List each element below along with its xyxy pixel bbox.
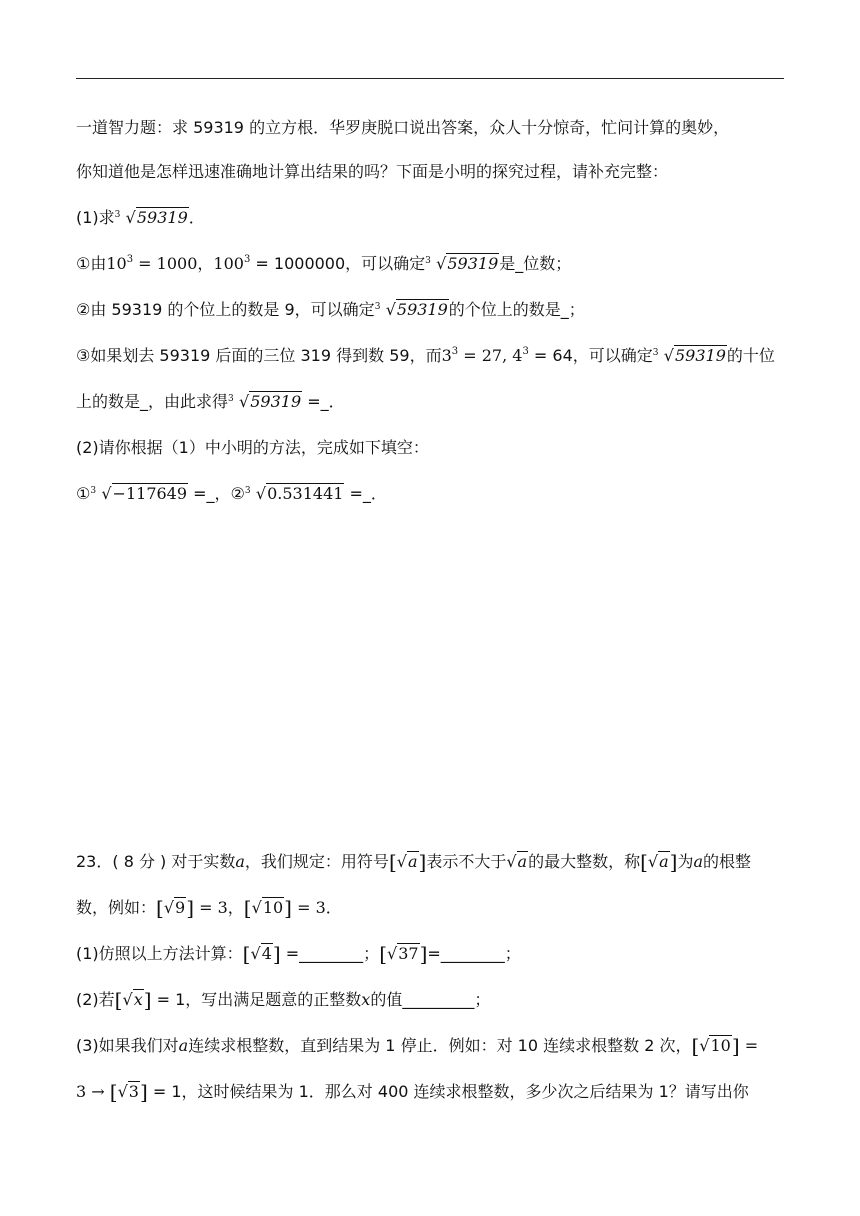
p22-part1: (1)求 3 √59319． [76, 208, 205, 227]
p23-line-4: (2)若[√x] = 1，写出满足题意的正整数x的值_________； [76, 988, 491, 1012]
p23-line-1: 23．( 8 分 ) 对于实数a，我们规定：用符号[√a]表示不大于√a的最大整数，称[√a]为a的根整 [76, 850, 752, 874]
p22-step2: ②由 59319 的个位上的数是 9，可以确定 3 √59319的个位上的数是_； [76, 300, 585, 319]
p22-intro-line-1: 一道智力题：求 59319 的立方根．华罗庚脱口说出答案，众人十分惊奇，忙问计算的奥妙， [76, 118, 730, 137]
p22-part2-fill: ① 3 √−117649 =_，② 3 √0.531441 =_． [76, 484, 387, 503]
p22-intro-line-2: 你知道他是怎样迅速准确地计算出结果的吗？下面是小明的探究过程，请补充完整： [76, 162, 669, 181]
p23-line-6: 3 → [√3] = 1，这时候结果为 1．那么对 400 连续求根整数，多少次之后结果为 1？请写出你 [76, 1080, 749, 1104]
p23-line-5: (3)如果我们对a连续求根整数，直到结果为 1 停止．例如：对 10 连续求根整数 2 次，[√10] = [76, 1034, 759, 1058]
p23-line-2: 数，例如：[√9] = 3，[√10] = 3． [76, 896, 342, 920]
p22-step3: ③如果划去 59319 后面的三位 319 得到数 59，而$3^3 = 27$, $4^3 = 64$，可以确定 3 √59319的十位 [76, 346, 775, 365]
p22-step1: ①由$10^3 = 1000$，$100^3 = 1000000$，可以确定 3 √59319是_位数； [76, 254, 572, 273]
header-rule [76, 78, 784, 79]
p22-step3-cont: 上的数是_，由此求得 3 √59319 =_． [76, 392, 345, 411]
p22-part2: (2)请你根据（1）中小明的方法，完成如下填空： [76, 438, 429, 457]
p23-line-3: (1)仿照以上方法计算：[√4] =________；[√37]=________； [76, 942, 521, 966]
